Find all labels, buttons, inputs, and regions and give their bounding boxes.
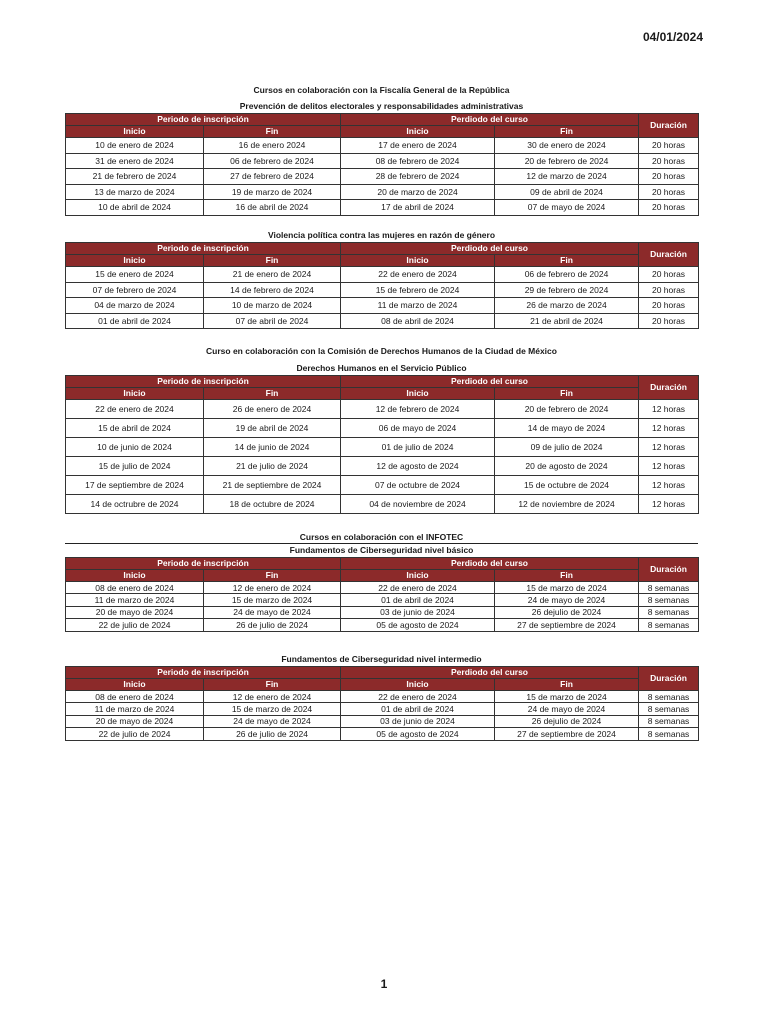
table-row (66, 703, 699, 715)
header-inicio: Inicio (66, 255, 204, 267)
header-inicio: Inicio (341, 679, 495, 691)
table-cell: 15 de marzo de 2024 (495, 691, 639, 703)
table-cell: 29 de febrero de 2024 (495, 282, 639, 298)
table-cell: 15 de octubre de 2024 (495, 476, 639, 495)
table-cell: 21 de enero de 2024 (204, 267, 341, 283)
table-cell: 15 de julio de 2024 (66, 457, 204, 476)
course-title-ciberseguridad-basico: Fundamentos de Ciberseguridad nivel básico (289, 545, 474, 555)
table-cell: 03 de junio de 2024 (341, 715, 495, 727)
table-cell: 16 de abril de 2024 (204, 200, 341, 216)
table-cell: 12 horas (639, 419, 699, 438)
header-fin: Fin (204, 570, 341, 582)
table-cell: 12 horas (639, 457, 699, 476)
table-cell: 12 de agosto de 2024 (341, 457, 495, 476)
table-cell: 22 de enero de 2024 (341, 582, 495, 594)
table-cell: 26 de enero de 2024 (204, 400, 341, 419)
table-cell: 21 de septiembre de 2024 (204, 476, 341, 495)
table-cell: 10 de marzo de 2024 (204, 298, 341, 314)
table-cell: 20 de febrero de 2024 (495, 400, 639, 419)
table-cell: 20 horas (639, 298, 699, 314)
table-cell: 24 de mayo de 2024 (204, 606, 341, 618)
table-cell: 12 de febrero de 2024 (341, 400, 495, 419)
header-inicio: Inicio (66, 570, 204, 582)
header-periodo-curso: Perdiodo del curso (341, 667, 639, 679)
header-inicio: Inicio (341, 255, 495, 267)
table-cell: 01 de abril de 2024 (341, 703, 495, 715)
table-cell: 01 de julio de 2024 (341, 438, 495, 457)
table-cell: 16 de enero 2024 (204, 138, 341, 154)
table-cell: 06 de febrero de 2024 (495, 267, 639, 283)
schedule-table (65, 557, 699, 632)
table-row (66, 184, 699, 200)
header-fin: Fin (204, 679, 341, 691)
table-cell: 06 de mayo de 2024 (341, 419, 495, 438)
header-duracion: Duración (639, 243, 699, 267)
schedule-table (65, 242, 699, 329)
schedule-table (65, 375, 699, 514)
table-cell: 09 de julio de 2024 (495, 438, 639, 457)
table-cell: 07 de mayo de 2024 (495, 200, 639, 216)
course-title-derechos-humanos: Derechos Humanos en el Servicio Público (296, 363, 467, 373)
section-heading-fgr: Cursos en colaboración con la Fiscalía General de la República (253, 85, 510, 95)
table-cell: 24 de mayo de 2024 (495, 594, 639, 606)
header-fin: Fin (495, 388, 639, 400)
table-cell: 12 de enero de 2024 (204, 582, 341, 594)
header-fin: Fin (495, 255, 639, 267)
header-inicio: Inicio (66, 679, 204, 691)
table-cell: 13 de marzo de 2024 (66, 184, 204, 200)
table-cell: 26 de julio de 2024 (204, 619, 341, 631)
table-cell: 8 semanas (639, 703, 699, 715)
table-row (66, 313, 699, 329)
section-fgr-prevencion (65, 85, 698, 216)
table-cell: 20 de marzo de 2024 (341, 184, 495, 200)
table-cell: 10 de enero de 2024 (66, 138, 204, 154)
table-row (66, 169, 699, 185)
table-row (66, 438, 699, 457)
table-cell: 20 horas (639, 313, 699, 329)
header-fin: Fin (495, 679, 639, 691)
table-cell: 22 de enero de 2024 (66, 400, 204, 419)
section-heading-infotec: Cursos en colaboración con el INFOTEC (299, 532, 464, 542)
header-inicio: Inicio (341, 570, 495, 582)
table-cell: 10 de abril de 2024 (66, 200, 204, 216)
table-cell: 26 de marzo de 2024 (495, 298, 639, 314)
table-cell: 19 de marzo de 2024 (204, 184, 341, 200)
table-cell: 08 de enero de 2024 (66, 691, 204, 703)
table-cell: 20 horas (639, 267, 699, 283)
table-row (66, 138, 699, 154)
header-periodo-inscripcion: Periodo de inscripción (66, 376, 341, 388)
table-row (66, 153, 699, 169)
table-cell: 8 semanas (639, 582, 699, 594)
table-cell: 05 de agosto de 2024 (341, 619, 495, 631)
header-inicio: Inicio (341, 388, 495, 400)
table-cell: 8 semanas (639, 619, 699, 631)
table-cell: 11 de marzo de 2024 (341, 298, 495, 314)
table-cell: 15 de febrero de 2024 (341, 282, 495, 298)
header-periodo-curso: Perdiodo del curso (341, 243, 639, 255)
table-cell: 20 de febrero de 2024 (495, 153, 639, 169)
header-periodo-curso: Perdiodo del curso (341, 376, 639, 388)
table-row (66, 400, 699, 419)
course-title-ciberseguridad-intermedio: Fundamentos de Ciberseguridad nivel intermedio (281, 654, 482, 664)
section-cdh (65, 346, 698, 514)
table-cell: 22 de enero de 2024 (341, 691, 495, 703)
table-row (66, 495, 699, 514)
table-cell: 26 de julio de 2024 (204, 728, 341, 740)
table-cell: 26 dejulio de 2024 (495, 715, 639, 727)
table-cell: 20 horas (639, 169, 699, 185)
table-row (66, 298, 699, 314)
table-cell: 24 de mayo de 2024 (495, 703, 639, 715)
table-cell: 17 de septiembre de 2024 (66, 476, 204, 495)
table-cell: 20 de mayo de 2024 (66, 715, 204, 727)
table-row (66, 457, 699, 476)
table-cell: 20 horas (639, 282, 699, 298)
table-cell: 20 de agosto de 2024 (495, 457, 639, 476)
section-heading-cdh: Curso en colaboración con la Comisión de Derechos Humanos de la Ciudad de México (206, 346, 557, 356)
header-duracion: Duración (639, 114, 699, 138)
table-cell: 17 de abril de 2024 (341, 200, 495, 216)
header-periodo-curso: Perdiodo del curso (341, 114, 639, 126)
table-row (66, 691, 699, 703)
table-row (66, 594, 699, 606)
table-cell: 14 de mayo de 2024 (495, 419, 639, 438)
header-fin: Fin (204, 388, 341, 400)
table-row (66, 476, 699, 495)
header-periodo-inscripcion: Periodo de inscripción (66, 243, 341, 255)
table-cell: 12 de noviembre de 2024 (495, 495, 639, 514)
table-cell: 8 semanas (639, 606, 699, 618)
table-cell: 30 de enero de 2024 (495, 138, 639, 154)
table-cell: 12 horas (639, 438, 699, 457)
table-cell: 8 semanas (639, 691, 699, 703)
table-cell: 03 de junio de 2024 (341, 606, 495, 618)
table-cell: 24 de mayo de 2024 (204, 715, 341, 727)
table-cell: 8 semanas (639, 594, 699, 606)
section-infotec-intermedio (65, 654, 698, 741)
table-cell: 28 de febrero de 2024 (341, 169, 495, 185)
table-cell: 15 de abril de 2024 (66, 419, 204, 438)
header-fin: Fin (204, 126, 341, 138)
table-cell: 11 de marzo de 2024 (66, 594, 204, 606)
table-cell: 22 de julio de 2024 (66, 728, 204, 740)
table-cell: 8 semanas (639, 728, 699, 740)
table-cell: 07 de octubre de 2024 (341, 476, 495, 495)
course-title-prevencion: Prevención de delitos electorales y responsabilidades administrativas (239, 101, 524, 111)
header-duracion: Duración (639, 376, 699, 400)
table-cell: 06 de febrero de 2024 (204, 153, 341, 169)
table-cell: 22 de enero de 2024 (341, 267, 495, 283)
table-cell: 09 de abril de 2024 (495, 184, 639, 200)
table-cell: 21 de julio de 2024 (204, 457, 341, 476)
table-cell: 04 de noviembre de 2024 (341, 495, 495, 514)
table-cell: 08 de febrero de 2024 (341, 153, 495, 169)
table-cell: 19 de abril de 2024 (204, 419, 341, 438)
table-row (66, 715, 699, 727)
table-cell: 07 de abril de 2024 (204, 313, 341, 329)
schedule-table (65, 113, 699, 216)
table-cell: 14 de octrubre de 2024 (66, 495, 204, 514)
header-fin: Fin (204, 255, 341, 267)
table-cell: 21 de abril de 2024 (495, 313, 639, 329)
table-cell: 04 de marzo de 2024 (66, 298, 204, 314)
table-row (66, 200, 699, 216)
table-cell: 20 horas (639, 138, 699, 154)
table-cell: 10 de junio de 2024 (66, 438, 204, 457)
table-cell: 12 de marzo de 2024 (495, 169, 639, 185)
table-cell: 17 de enero de 2024 (341, 138, 495, 154)
table-cell: 11 de marzo de 2024 (66, 703, 204, 715)
table-cell: 14 de febrero de 2024 (204, 282, 341, 298)
table-row (66, 582, 699, 594)
header-inicio: Inicio (66, 126, 204, 138)
header-fin: Fin (495, 126, 639, 138)
table-cell: 12 horas (639, 495, 699, 514)
table-cell: 08 de abril de 2024 (341, 313, 495, 329)
table-cell: 15 de marzo de 2024 (204, 703, 341, 715)
table-row (66, 282, 699, 298)
table-cell: 27 de febrero de 2024 (204, 169, 341, 185)
header-fin: Fin (495, 570, 639, 582)
header-periodo-curso: Perdiodo del curso (341, 558, 639, 570)
header-duracion: Duración (639, 667, 699, 691)
table-cell: 08 de enero de 2024 (66, 582, 204, 594)
table-cell: 15 de marzo de 2024 (495, 582, 639, 594)
header-duracion: Duración (639, 558, 699, 582)
table-cell: 07 de febrero de 2024 (66, 282, 204, 298)
table-cell: 05 de agosto de 2024 (341, 728, 495, 740)
header-inicio: Inicio (341, 126, 495, 138)
table-row (66, 419, 699, 438)
table-cell: 12 horas (639, 476, 699, 495)
schedule-table (65, 666, 699, 741)
course-title-violencia: Violencia política contra las mujeres en razón de género (267, 230, 496, 240)
header-inicio: Inicio (66, 388, 204, 400)
table-row (66, 619, 699, 631)
page-number: 1 (380, 977, 388, 991)
table-cell: 31 de enero de 2024 (66, 153, 204, 169)
table-cell: 01 de abril de 2024 (341, 594, 495, 606)
table-cell: 8 semanas (639, 715, 699, 727)
table-cell: 15 de enero de 2024 (66, 267, 204, 283)
header-periodo-inscripcion: Periodo de inscripción (66, 558, 341, 570)
table-cell: 27 de septiembre de 2024 (495, 619, 639, 631)
table-row (66, 606, 699, 618)
table-cell: 18 de octubre de 2024 (204, 495, 341, 514)
section-fgr-violencia (65, 230, 698, 329)
section-infotec-basico (65, 532, 698, 632)
table-row (66, 728, 699, 740)
document-date: 04/01/2024 (642, 30, 703, 44)
table-cell: 14 de junio de 2024 (204, 438, 341, 457)
table-cell: 15 de marzo de 2024 (204, 594, 341, 606)
header-periodo-inscripcion: Periodo de inscripción (66, 667, 341, 679)
table-row (66, 267, 699, 283)
table-cell: 01 de abril de 2024 (66, 313, 204, 329)
table-cell: 20 horas (639, 200, 699, 216)
table-cell: 20 de mayo de 2024 (66, 606, 204, 618)
table-cell: 27 de septiembre de 2024 (495, 728, 639, 740)
table-cell: 21 de febrero de 2024 (66, 169, 204, 185)
divider (65, 543, 698, 544)
header-periodo-inscripcion: Periodo de inscripción (66, 114, 341, 126)
table-cell: 12 horas (639, 400, 699, 419)
table-cell: 12 de enero de 2024 (204, 691, 341, 703)
table-cell: 20 horas (639, 153, 699, 169)
table-cell: 26 dejulio de 2024 (495, 606, 639, 618)
table-cell: 22 de julio de 2024 (66, 619, 204, 631)
table-cell: 20 horas (639, 184, 699, 200)
